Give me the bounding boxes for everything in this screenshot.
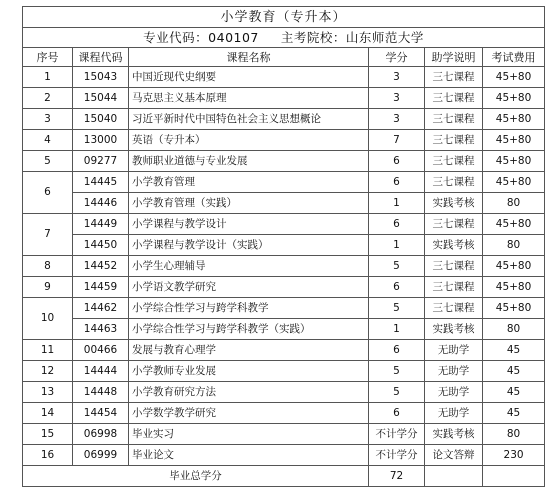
course-credit: 6 [369,403,425,424]
course-note: 三七课程 [425,298,483,319]
course-name: 发展与教育心理学 [129,340,369,361]
table-row [23,361,545,382]
course-fee: 80 [483,319,545,340]
exam-school: 主考院校：山东师范大学 [280,30,424,45]
row-number: 15 [23,424,73,445]
course-note: 实践考核 [425,235,483,256]
table-row [23,88,545,109]
course-name: 英语（专升本） [129,130,369,151]
course-code: 15044 [73,88,129,109]
course-note: 三七课程 [425,109,483,130]
course-name: 中国近现代史纲要 [129,67,369,88]
table-row [23,340,545,361]
course-note: 三七课程 [425,277,483,298]
course-fee: 45 [483,382,545,403]
course-credit: 5 [369,382,425,403]
course-note: 三七课程 [425,172,483,193]
course-note: 论文答辩 [425,445,483,466]
row-number: 5 [23,151,73,172]
course-fee: 45 [483,403,545,424]
header-fee: 考试费用 [483,48,545,67]
table-row [23,298,545,319]
course-credit: 6 [369,172,425,193]
course-code: 14445 [73,172,129,193]
course-name: 马克思主义基本原理 [129,88,369,109]
course-fee: 45+80 [483,67,545,88]
course-fee: 45+80 [483,298,545,319]
course-name: 小学教育管理（实践） [129,193,369,214]
course-fee: 45+80 [483,277,545,298]
course-credit: 不计学分 [369,424,425,445]
course-credit: 5 [369,256,425,277]
course-credit: 3 [369,67,425,88]
course-note: 三七课程 [425,130,483,151]
course-credit: 6 [369,277,425,298]
course-name: 毕业实习 [129,424,369,445]
course-fee: 45+80 [483,88,545,109]
total-note [425,466,483,487]
course-note: 实践考核 [425,424,483,445]
row-number: 11 [23,340,73,361]
page-subtitle [23,28,545,48]
course-note: 三七课程 [425,214,483,235]
course-fee: 45+80 [483,151,545,172]
course-note: 无助学 [425,382,483,403]
course-name: 小学教育研究方法 [129,382,369,403]
course-fee: 45+80 [483,172,545,193]
header-credit: 学分 [369,48,425,67]
course-note: 三七课程 [425,256,483,277]
header-row [23,48,545,67]
row-number: 13 [23,382,73,403]
course-fee: 80 [483,424,545,445]
row-number: 12 [23,361,73,382]
course-code: 15043 [73,67,129,88]
header-name: 课程名称 [129,48,369,67]
course-credit: 1 [369,193,425,214]
row-number: 7 [23,214,73,256]
course-name: 小学数学教学研究 [129,403,369,424]
table-row [23,130,545,151]
course-code: 09277 [73,151,129,172]
course-fee: 45 [483,361,545,382]
course-name: 毕业论文 [129,445,369,466]
total-credit: 72 [369,466,425,487]
row-number: 6 [23,172,73,214]
table-row [23,214,545,235]
course-code: 15040 [73,109,129,130]
course-name: 小学语文教学研究 [129,277,369,298]
row-number: 16 [23,445,73,466]
row-number: 1 [23,67,73,88]
course-code: 14452 [73,256,129,277]
course-code: 14450 [73,235,129,256]
course-code: 14463 [73,319,129,340]
course-note: 无助学 [425,361,483,382]
table-row [23,235,545,256]
course-note: 无助学 [425,340,483,361]
table-row [23,67,545,88]
total-label: 毕业总学分 [23,466,369,487]
course-rows [23,67,545,466]
major-code: 专业代码：040107 [143,30,259,45]
course-credit: 1 [369,319,425,340]
course-fee: 80 [483,235,545,256]
course-credit: 7 [369,130,425,151]
course-fee: 45 [483,340,545,361]
table-row [23,424,545,445]
course-name: 小学教育管理 [129,172,369,193]
course-fee: 45+80 [483,109,545,130]
course-fee: 45+80 [483,214,545,235]
course-credit: 1 [369,235,425,256]
course-code: 14444 [73,361,129,382]
course-note: 无助学 [425,403,483,424]
header-code: 课程代码 [73,48,129,67]
row-number: 3 [23,109,73,130]
total-row [23,466,545,487]
course-credit: 3 [369,109,425,130]
table-row [23,151,545,172]
course-name: 小学综合性学习与跨学科教学（实践） [129,319,369,340]
course-credit: 6 [369,340,425,361]
course-code: 00466 [73,340,129,361]
course-code: 14448 [73,382,129,403]
table-row [23,382,545,403]
course-code: 06998 [73,424,129,445]
course-code: 06999 [73,445,129,466]
table-row [23,319,545,340]
table-row [23,403,545,424]
header-no: 序号 [23,48,73,67]
course-credit: 不计学分 [369,445,425,466]
course-fee: 80 [483,193,545,214]
course-credit: 6 [369,151,425,172]
course-fee: 45+80 [483,130,545,151]
course-credit: 5 [369,361,425,382]
total-fee [483,466,545,487]
course-code: 13000 [73,130,129,151]
table-row [23,256,545,277]
course-name: 小学课程与教学设计 [129,214,369,235]
table-row [23,445,545,466]
course-name: 小学教师专业发展 [129,361,369,382]
page-title: 小学教育（专升本） [23,7,545,28]
course-name: 教师职业道德与专业发展 [129,151,369,172]
course-fee: 45+80 [483,256,545,277]
course-fee: 230 [483,445,545,466]
curriculum-table [22,6,545,487]
row-number: 9 [23,277,73,298]
table-row [23,277,545,298]
course-code: 14454 [73,403,129,424]
course-code: 14462 [73,298,129,319]
course-note: 三七课程 [425,88,483,109]
course-credit: 3 [369,88,425,109]
course-note: 三七课程 [425,151,483,172]
row-number: 2 [23,88,73,109]
header-note: 助学说明 [425,48,483,67]
course-code: 14459 [73,277,129,298]
course-credit: 5 [369,298,425,319]
curriculum-sheet [22,6,544,487]
course-code: 14446 [73,193,129,214]
row-number: 14 [23,403,73,424]
table-row [23,172,545,193]
course-code: 14449 [73,214,129,235]
row-number: 10 [23,298,73,340]
course-note: 实践考核 [425,319,483,340]
course-name: 小学综合性学习与跨学科教学 [129,298,369,319]
course-note: 三七课程 [425,67,483,88]
course-name: 习近平新时代中国特色社会主义思想概论 [129,109,369,130]
row-number: 8 [23,256,73,277]
table-row [23,109,545,130]
course-note: 实践考核 [425,193,483,214]
course-name: 小学课程与教学设计（实践） [129,235,369,256]
table-row [23,193,545,214]
row-number: 4 [23,130,73,151]
course-credit: 6 [369,214,425,235]
course-name: 小学生心理辅导 [129,256,369,277]
